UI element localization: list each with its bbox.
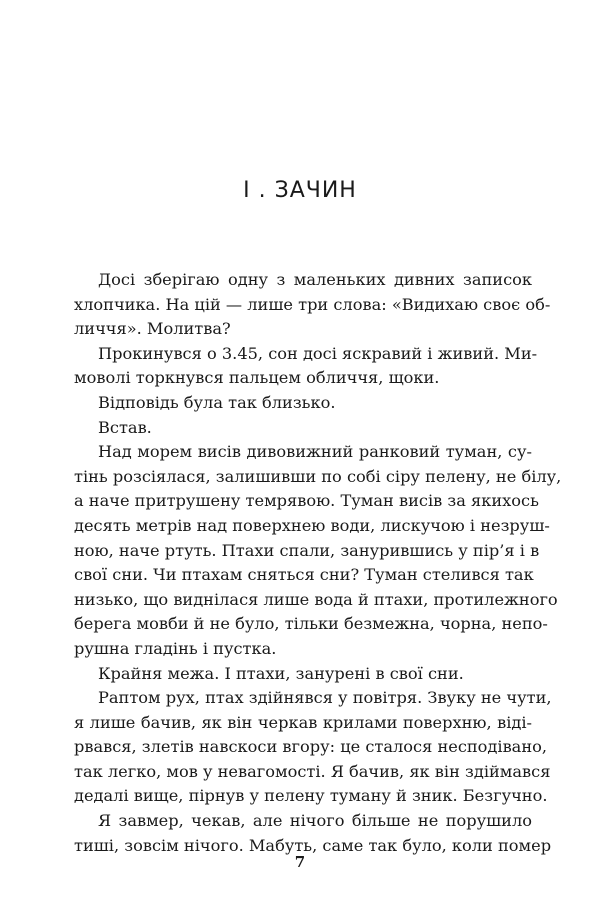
text-line: Раптом рух, птах здійнявся у повітря. Звуку не чути, [98, 688, 552, 708]
page-number: 7 [294, 853, 306, 871]
paragraph [74, 809, 552, 858]
text-line: Відповідь була так близько. [98, 392, 336, 412]
text-line: так легко, мов у невагомості. Я бачив, як він здіймався [74, 761, 551, 781]
text-line: тінь розсіялася, залишивши по собі сіру пелену, не білу, [74, 466, 562, 486]
text-line: рушна гладінь і пустка. [74, 638, 277, 658]
text-line: Над морем висів дивовижний ранковий туман, су- [98, 442, 532, 462]
text-line: десять метрів над поверхнею води, лискучою і незруш- [74, 515, 550, 535]
paragraph [74, 268, 551, 342]
text-line: а наче притрушену темрявою. Туман висів за якихось [74, 491, 539, 511]
text-line: Досі зберігаю одну з маленьких дивних записок [98, 270, 532, 289]
text-line: рвався, злетів навскоси вгору: це сталося несподівано, [74, 737, 548, 757]
paragraph [74, 662, 532, 687]
text-line: тиші, зовсім нічого. Мабуть, саме так було, коли помер [74, 835, 552, 855]
body-text [74, 268, 562, 858]
paragraph [74, 391, 532, 416]
chapter-title: I . ЗАЧИН [243, 177, 357, 203]
paragraph [74, 342, 538, 391]
text-line: берега мовби й не було, тільки безмежна, чорна, непо- [74, 614, 548, 634]
paragraph [74, 686, 552, 809]
paragraph [74, 416, 532, 441]
text-line: Прокинувся о 3.45, сон досі яскравий і живий. Ми- [98, 343, 538, 363]
text-line: дедалі вище, пірнув у пелену туману й зник. Безгучно. [74, 786, 548, 806]
text-line: моволі торкнувся пальцем обличчя, щоки. [74, 368, 440, 388]
text-line: низько, що виднілася лише вода й птахи, протилежного [74, 589, 558, 609]
text-line: Встав. [98, 417, 152, 437]
text-line: свої сни. Чи птахам сняться сни? Туман стелився так [74, 565, 534, 585]
text-line: ною, наче ртуть. Птахи спали, занурившись у пір’я і в [74, 540, 540, 560]
text-line: Я завмер, чекав, але нічого більше не порушило [98, 811, 532, 831]
text-line: я лише бачив, як він черкав крилами поверхню, віді- [74, 712, 532, 732]
text-line: Крайня межа. І птахи, занурені в свої сни. [98, 663, 464, 683]
paragraph [74, 440, 562, 661]
text-line: хлопчика. На цій — лише три слова: «Видихаю своє об- [74, 294, 551, 314]
text-line: личчя». Молитва? [74, 319, 231, 339]
